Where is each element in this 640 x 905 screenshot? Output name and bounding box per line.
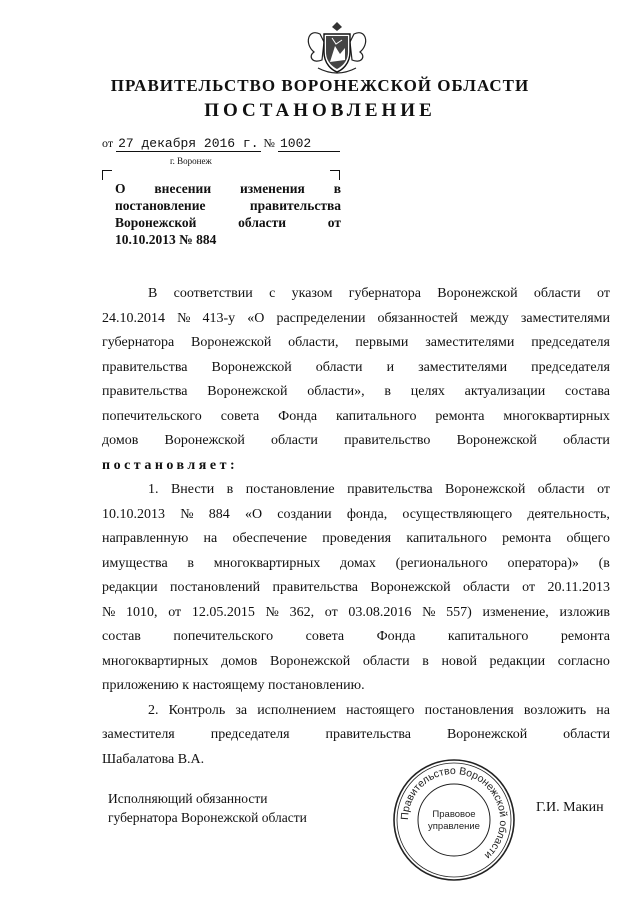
body-line: попечительского совета Фонда капитального ремонта многоквартирных: [102, 408, 610, 424]
date-line: [102, 136, 340, 152]
subject-word: правительства: [249, 198, 341, 213]
subject-line: [115, 197, 341, 214]
subject-word: Воронежской: [115, 215, 197, 230]
resolution-body: [102, 282, 610, 772]
body-line: редакции постановлений правительства Воронежской области от 20.11.2013: [102, 580, 610, 595]
government-title: ПРАВИТЕЛЬСТВО ВОРОНЕЖСКОЙ ОБЛАСТИ: [110, 76, 530, 95]
body-line: приложению к настоящему постановлению.: [102, 678, 365, 693]
coat-of-arms-emblem: [300, 18, 374, 78]
body-line: Шабалатова В.А.: [102, 751, 205, 767]
subject-word: в: [333, 181, 341, 196]
stamp-center-line: управление: [428, 821, 480, 832]
body-line: № 1010, от 12.05.2015 № 362, от 03.08.2016 № 557) изменение, изложив: [102, 604, 610, 620]
subject-word: области: [238, 215, 287, 230]
body-line: многоквартирных домов Воронежской области в новой редакции согласно: [102, 653, 610, 669]
subject-line: [115, 180, 341, 197]
subject-word: изменения: [239, 181, 305, 196]
signatory-title-line: Исполняющий обязанности: [108, 791, 268, 806]
subject-word: внесении: [154, 181, 212, 196]
place-of-issue: г. Воронеж: [170, 156, 212, 166]
body-line: 10.10.2013 № 884 «О создании фонда, осуществляющего деятельность,: [102, 506, 610, 522]
body-line: 24.10.2014 № 413-у «О распределении обязанностей между заместителями: [102, 310, 610, 326]
stamp-center-line: Правовое: [432, 809, 476, 820]
legal-department-stamp: [388, 754, 520, 886]
subject-word: О: [115, 181, 126, 196]
subject-corner-right: [330, 170, 340, 180]
body-line: правительства Воронежской области», в целях актуализации состава: [102, 384, 610, 399]
subject-corner-left: [102, 170, 112, 180]
body-line: состав попечительского совета Фонда капитального ремонта: [102, 629, 610, 644]
signatory-title-line: губернатора Воронежской области: [108, 810, 307, 825]
body-line: направленную на обеспечение проведения капитального ремонта общего: [102, 531, 610, 546]
subject-word: 10.10.2013 № 884: [115, 232, 217, 247]
subject-word: постановление: [115, 198, 206, 213]
body-line: губернатора Воронежской области, первыми заместителями председателя: [102, 335, 610, 350]
subject-line: [115, 214, 341, 231]
subject-block: [115, 180, 341, 248]
body-line: В соответствии с указом губернатора Воронежской области от: [148, 286, 610, 301]
document-date: 27 декабря 2016 г.: [118, 136, 259, 151]
signatory-title: [108, 789, 307, 827]
number-label: №: [263, 136, 275, 150]
subject-word: от: [327, 215, 341, 230]
body-line: заместителя председателя правительства Воронежской области: [102, 727, 610, 742]
body-line: 2. Контроль за исполнением настоящего постановления возложить на: [148, 702, 610, 718]
stamp-ring-text: Правительство Воронежской области: [398, 764, 510, 862]
document-number: 1002: [278, 136, 340, 152]
body-line-decree: постановляет:: [102, 457, 239, 473]
signatory-name: Г.И. Макин: [536, 800, 604, 815]
body-line: правительства Воронежской области и заместителями председателя: [102, 359, 610, 375]
subject-line: [115, 231, 341, 248]
date-prefix: от: [102, 136, 114, 150]
body-line: имущества в многоквартирных домах (регионального оператора)» (в: [102, 555, 610, 571]
body-line: 1. Внести в постановление правительства Воронежской области от: [148, 482, 610, 497]
body-line: домов Воронежской области правительство Воронежской области: [102, 433, 610, 448]
document-type: ПОСТАНОВЛЕНИЕ: [204, 100, 436, 121]
